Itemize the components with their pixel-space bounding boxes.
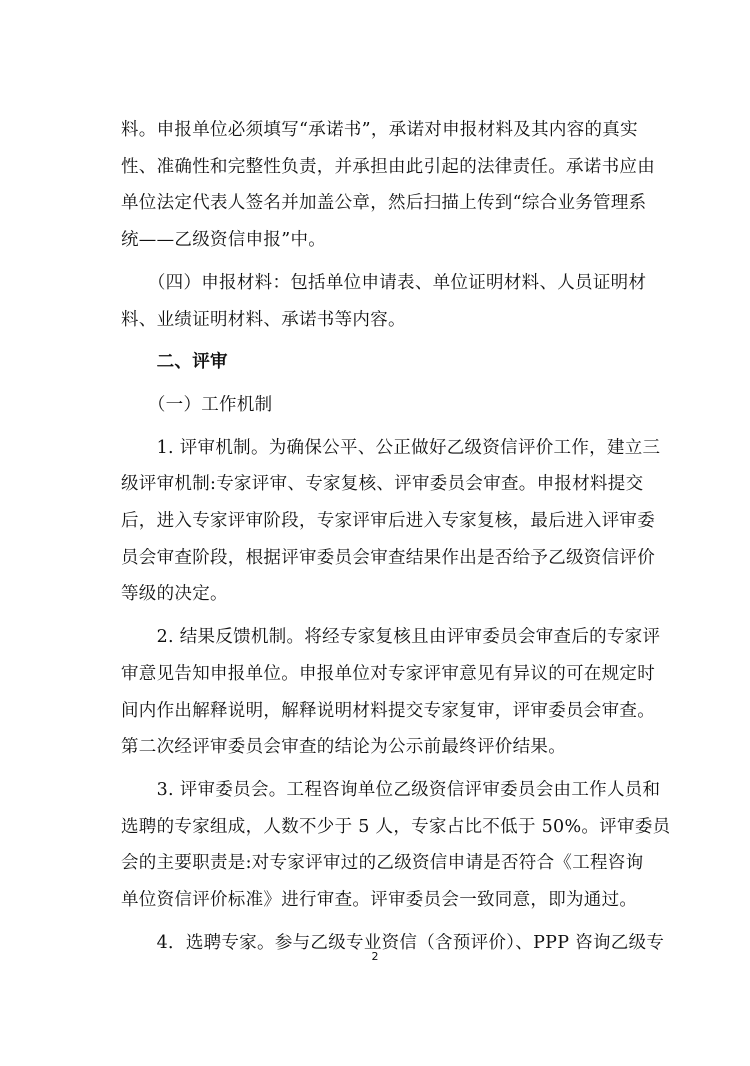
text-line: 级评审机制:专家评审、专家复核、评审委员会审查。申报材料提交 [121,474,644,495]
text-line: 等级的决定。 [121,584,228,605]
text-line: 审意见告知申报单位。申报单位对专家评审意见有异议的可在规定时 [121,663,655,684]
section-heading-review [121,344,633,381]
text-line: 性、准确性和完整性负责，并承担由此引起的法律责任。承诺书应由 [121,156,655,177]
text-line: 选聘的专家组成，人数不少于 5 人，专家占比不低于 50%。评审委员 [121,816,671,837]
text-line: 4．选聘专家。参与乙级专业资信（含预评价）、PPP 咨询乙级专 [121,932,665,953]
text-line: 单位资信评价标准》进行审查。评审委员会一致同意，即为通过。 [121,890,638,911]
text-line: 3. 评审委员会。工程咨询单位乙级资信评审委员会由工作人员和 [121,779,661,800]
text-line: 单位法定代表人签名并加盖公章，然后扫描上传到“综合业务管理系 [121,193,647,214]
text-line: 第二次经评审委员会审查的结论为公示前最终评价结果。 [121,737,566,758]
heading-text: 二、评审 [121,352,228,373]
text-line: 会的主要职责是:对专家评审过的乙级资信申请是否符合《工程咨询 [121,853,644,874]
text-line: 料。申报单位必须填写“承诺书”，承诺对申报材料及其内容的真实 [121,120,638,140]
text-line: 1. 评审机制。为确保公平、公正做好乙级资信评价工作，建立三 [121,437,661,458]
text-line: 后，进入专家评审阶段，专家评审后进入专家复核，最后进入评审委 [121,511,655,532]
text-line: 2. 结果反馈机制。将经专家复核且由评审委员会审查后的专家评 [121,627,661,648]
paragraph-application-materials [121,265,647,338]
paragraph-commitment-letter [121,112,655,259]
text-line: 员会审查阶段，根据评审委员会审查结果作出是否给予乙级资信评价 [121,547,655,568]
text-line: （四）申报材料：包括单位申请表、单位证明材料、人员证明材 [121,272,647,293]
subsection-heading-mechanism [121,387,633,424]
heading-text: （一）工作机制 [121,394,273,415]
page-number: 2 [371,950,379,963]
document-body [121,112,671,961]
text-line: 间内作出解释说明，解释说明材料提交专家复审，评审委员会审查。 [121,700,655,721]
paragraph-review-mechanism [121,430,661,614]
paragraph-feedback-mechanism [121,619,661,766]
text-line: 统——乙级资信申报”中。 [121,230,327,251]
text-line: 料、业绩证明材料、承诺书等内容。 [121,309,406,330]
paragraph-review-committee [121,772,671,919]
